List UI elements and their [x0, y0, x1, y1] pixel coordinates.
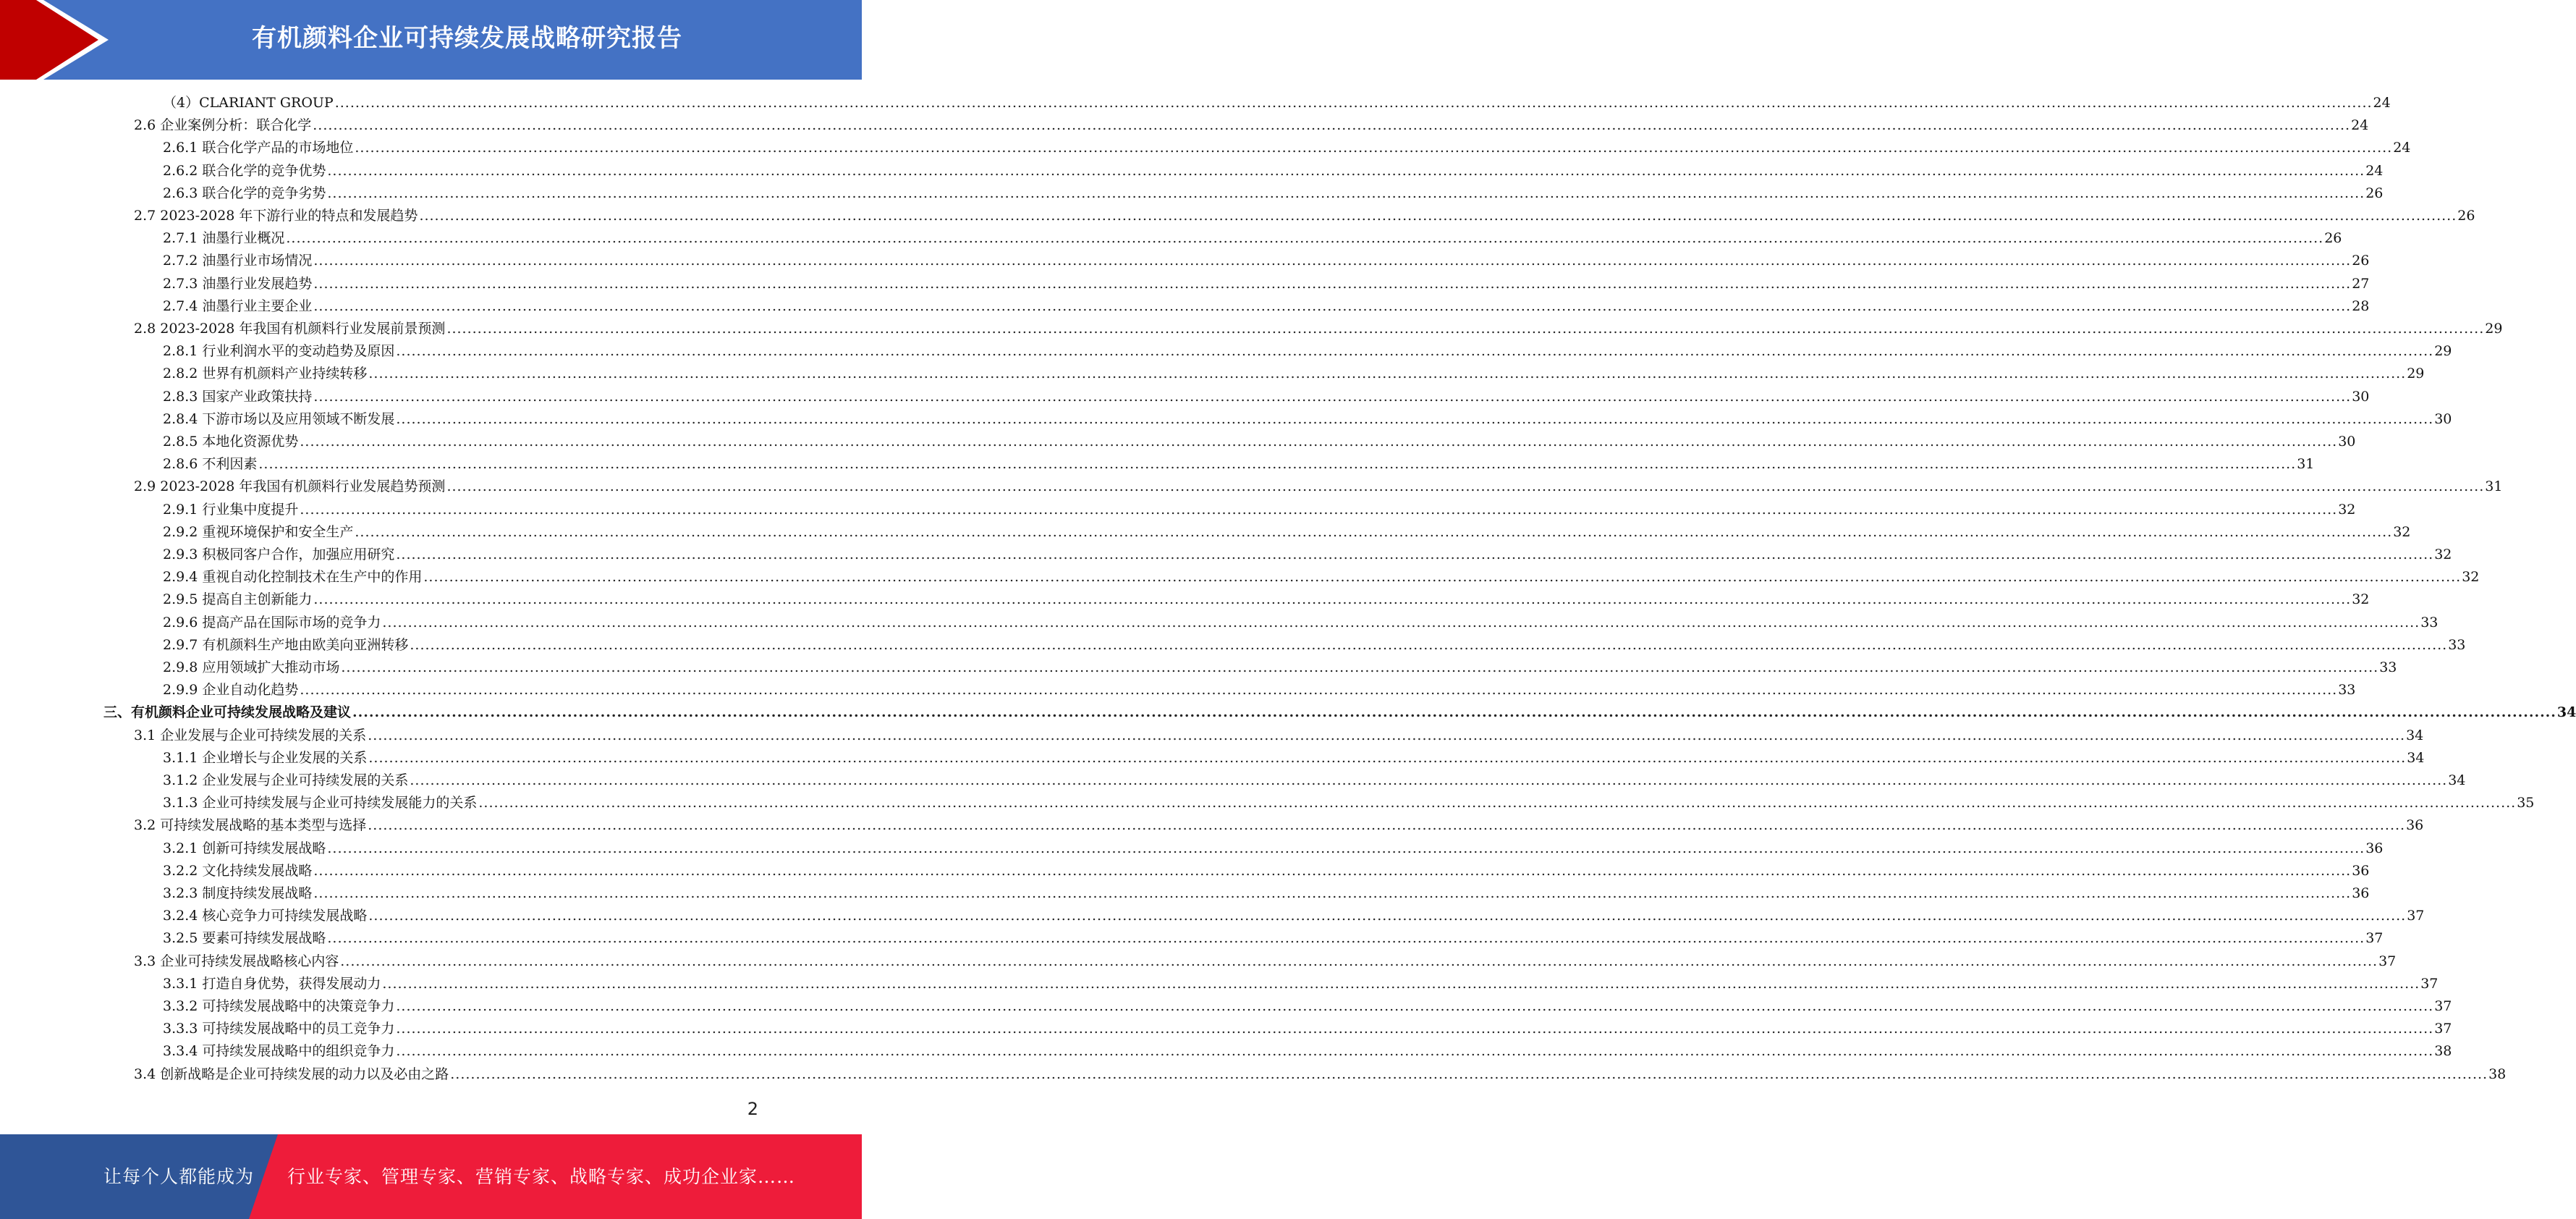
toc-entry[interactable] [163, 882, 2370, 905]
toc-entry-label: 2.8.2 世界有机颜料产业持续转移 [163, 366, 368, 382]
toc-entry-label: 2.6.2 联合化学的竞争优势 [163, 162, 326, 179]
page-number: 2 [747, 1099, 758, 1119]
toc-entry[interactable] [163, 747, 2425, 769]
toc-dot-leader: ................................................................................................................................................................................................................................................................................................................................................................................................................ [368, 908, 2407, 924]
toc-entry[interactable] [163, 544, 2452, 566]
toc-entry[interactable] [163, 838, 2384, 860]
toc-entry-page: 32 [2338, 501, 2356, 518]
toc-entry-label: 3.2.2 文化持续发展战略 [163, 862, 313, 879]
footer-slogan-right: 行业专家、管理专家、营销专家、战略专家、成功企业家…… [287, 1166, 796, 1187]
toc-entry[interactable] [163, 589, 2370, 611]
toc-entry-page: 26 [2457, 208, 2475, 224]
toc-entry[interactable] [163, 453, 2315, 476]
toc-entry-label: 3.3.3 可持续发展战略中的员工竞争力 [163, 1021, 395, 1037]
toc-entry-label: 2.7.1 油墨行业概况 [163, 230, 285, 247]
toc-entry-label: 3.2.4 核心竞争力可持续发展战略 [163, 908, 368, 924]
toc-entry[interactable] [134, 114, 2369, 137]
toc-entry[interactable] [163, 386, 2370, 408]
toc-dot-leader: ................................................................................................................................................................................................................................................................................................................................................................................................................ [334, 95, 2373, 111]
toc-entry-page: 30 [2434, 410, 2452, 427]
toc-entry-label: 2.8.1 行业利润水平的变动趋势及原因 [163, 343, 395, 360]
toc-entry-label: 2.7.4 油墨行业主要企业 [163, 298, 313, 314]
toc-entry-page: 32 [2352, 591, 2370, 608]
toc-entry-label: 2.9.3 积极同客户合作，加强应用研究 [163, 547, 395, 562]
report-title: 有机颜料企业可持续发展战略研究报告 [252, 24, 682, 53]
toc-entry[interactable] [134, 318, 2503, 340]
toc-entry[interactable] [134, 1063, 2507, 1086]
toc-entry-label: 2.6.1 联合化学产品的市场地位 [163, 140, 354, 156]
toc-dot-leader: ................................................................................................................................................................................................................................................................................................................................................................................................................ [368, 749, 2407, 766]
toc-entry[interactable] [163, 340, 2452, 363]
toc-entry-page: 32 [2393, 523, 2411, 540]
toc-dot-leader: ................................................................................................................................................................................................................................................................................................................................................................................................................ [396, 410, 2434, 427]
toc-entry[interactable] [163, 657, 2397, 679]
toc-entry-page: 37 [2378, 953, 2397, 969]
toc-entry-page: 31 [2297, 456, 2315, 473]
toc-entry-label: 2.7.3 油墨行业发展趋势 [163, 275, 313, 292]
toc-dot-leader: ................................................................................................................................................................................................................................................................................................................................................................................................................ [327, 930, 2365, 947]
toc-entry[interactable] [163, 137, 2411, 159]
toc-dot-leader: ................................................................................................................................................................................................................................................................................................................................................................................................................ [286, 230, 2324, 247]
toc-entry[interactable] [163, 995, 2452, 1018]
toc-entry[interactable] [134, 476, 2503, 498]
toc-entry[interactable] [163, 1040, 2452, 1063]
toc-dot-leader: ................................................................................................................................................................................................................................................................................................................................................................................................................ [368, 366, 2407, 382]
toc-entry-page: 32 [2462, 569, 2480, 586]
toc-entry-page: 36 [2365, 840, 2384, 856]
toc-entry[interactable] [163, 634, 2466, 657]
toc-dot-leader: ................................................................................................................................................................................................................................................................................................................................................................................................................ [352, 704, 2556, 721]
toc-dot-leader: ................................................................................................................................................................................................................................................................................................................................................................................................................ [313, 885, 2352, 901]
toc-entry-label: （4）CLARIANT GROUP [163, 95, 334, 111]
toc-entry[interactable] [134, 814, 2424, 837]
toc-entry-page: 33 [2448, 636, 2466, 653]
toc-entry-label: 2.6.3 联合化学的竞争劣势 [163, 185, 326, 201]
toc-dot-leader: ................................................................................................................................................................................................................................................................................................................................................................................................................ [423, 569, 2462, 586]
toc-entry-label: 2.9.6 提高产品在国际市场的竞争力 [163, 614, 381, 630]
toc-entry-page: 29 [2485, 321, 2503, 337]
toc-entry-label: 2.8.5 本地化资源优势 [163, 434, 299, 450]
toc-dot-leader: ................................................................................................................................................................................................................................................................................................................................................................................................................ [327, 162, 2365, 179]
footer-slogan-left: 让每个人都能成为 [103, 1166, 255, 1187]
toc-entry-page: 27 [2352, 275, 2370, 292]
toc-entry-page: 29 [2434, 343, 2452, 360]
toc-entry-label: 3.2.1 创新可持续发展战略 [163, 840, 326, 856]
toc-entry-page: 30 [2352, 388, 2370, 405]
toc-entry-label: 3.3 企业可持续发展战略核心内容 [134, 953, 339, 969]
toc-entry-page: 31 [2485, 478, 2503, 495]
toc-entry-label: 2.9 2023-2028 年我国有机颜料行业发展趋势预测 [134, 478, 446, 495]
toc-entry-page: 26 [2365, 185, 2384, 201]
toc-dot-leader: ................................................................................................................................................................................................................................................................................................................................................................................................................ [450, 1066, 2488, 1082]
toc-entry-label: 2.8 2023-2028 年我国有机颜料行业发展前景预测 [134, 321, 446, 337]
toc-dot-leader: ................................................................................................................................................................................................................................................................................................................................................................................................................ [410, 636, 2448, 653]
toc-entry-label: 3.2.5 要素可持续发展战略 [163, 930, 326, 947]
toc-dot-leader: ................................................................................................................................................................................................................................................................................................................................................................................................................ [313, 388, 2352, 405]
toc-dot-leader: ................................................................................................................................................................................................................................................................................................................................................................................................................ [313, 275, 2352, 292]
toc-entry-label: 2.8.4 下游市场以及应用领域不断发展 [163, 410, 395, 427]
toc-entry-page: 34 [2556, 704, 2576, 721]
toc-dot-leader: ................................................................................................................................................................................................................................................................................................................................................................................................................ [313, 591, 2352, 608]
toc-entry[interactable] [163, 273, 2370, 295]
toc-entry-page: 37 [2434, 998, 2452, 1014]
toc-dot-leader: ................................................................................................................................................................................................................................................................................................................................................................................................................ [300, 434, 2338, 450]
toc-entry-label: 2.9.1 行业集中度提升 [163, 501, 299, 518]
toc-dot-leader: ................................................................................................................................................................................................................................................................................................................................................................................................................ [419, 208, 2457, 224]
toc-entry-page: 24 [2393, 140, 2411, 156]
toc-entry[interactable] [163, 431, 2356, 453]
toc-entry-page: 37 [2420, 975, 2439, 992]
toc-dot-leader: ................................................................................................................................................................................................................................................................................................................................................................................................................ [327, 185, 2365, 201]
toc-entry-label: 3.3.1 打造自身优势，获得发展动力 [163, 975, 381, 992]
page-header [0, 0, 862, 80]
toc-entry-page: 32 [2434, 547, 2452, 562]
toc-entry-page: 38 [2434, 1043, 2452, 1060]
toc-entry[interactable] [163, 521, 2411, 544]
toc-entry-label: 3.2 可持续发展战略的基本类型与选择 [134, 817, 367, 834]
toc-entry-label: 2.9.8 应用领域扩大推动市场 [163, 659, 340, 675]
toc-entry-label: 2.9.7 有机颜料生产地由欧美向亚洲转移 [163, 636, 409, 653]
page-footer [0, 1134, 862, 1219]
toc-entry-page: 24 [2351, 117, 2369, 134]
toc-dot-leader: ................................................................................................................................................................................................................................................................................................................................................................................................................ [340, 953, 2378, 969]
toc-entry-page: 36 [2406, 817, 2424, 834]
toc-entry-label: 2.9.2 重视环境保护和安全生产 [163, 523, 354, 540]
toc-entry-page: 33 [2379, 659, 2397, 675]
toc-entry[interactable] [163, 860, 2370, 882]
toc-entry-label: 2.7 2023-2028 年下游行业的特点和发展趋势 [134, 208, 418, 224]
toc-dot-leader: ................................................................................................................................................................................................................................................................................................................................................................................................................ [313, 253, 2352, 269]
toc-dot-leader: ................................................................................................................................................................................................................................................................................................................................................................................................................ [313, 862, 2352, 879]
toc-entry-page: 34 [2406, 727, 2424, 743]
toc-entry-page: 29 [2407, 366, 2425, 382]
toc-entry[interactable] [163, 905, 2425, 927]
toc-entry-page: 36 [2352, 885, 2370, 901]
red-chevron-decoration [0, 0, 109, 80]
toc-dot-leader: ................................................................................................................................................................................................................................................................................................................................................................................................................ [368, 727, 2406, 743]
toc-entry-page: 33 [2420, 614, 2439, 630]
toc-dot-leader: ................................................................................................................................................................................................................................................................................................................................................................................................................ [300, 501, 2338, 518]
toc-entry-page: 37 [2365, 930, 2384, 947]
toc-entry[interactable] [163, 295, 2370, 318]
toc-entry-label: 2.6 企业案例分析：联合化学 [134, 117, 312, 134]
toc-dot-leader: ................................................................................................................................................................................................................................................................................................................................................................................................................ [396, 998, 2434, 1014]
toc-entry[interactable] [163, 612, 2439, 634]
toc-entry[interactable] [163, 499, 2356, 521]
toc-entry-page: 26 [2324, 230, 2342, 247]
toc-entry[interactable] [103, 701, 2576, 724]
toc-entry-label: 3.1.3 企业可持续发展与企业可持续发展能力的关系 [163, 795, 478, 811]
toc-entry-label: 3.1.1 企业增长与企业发展的关系 [163, 749, 368, 766]
toc-entry[interactable] [134, 950, 2397, 973]
toc-entry-label: 2.8.3 国家产业政策扶持 [163, 388, 313, 405]
toc-entry[interactable] [163, 227, 2342, 250]
toc-entry-label: 三、有机颜料企业可持续发展战略及建议 [103, 704, 352, 721]
toc-entry[interactable] [163, 1018, 2452, 1040]
toc-dot-leader: ................................................................................................................................................................................................................................................................................................................................................................................................................ [396, 343, 2434, 360]
toc-dot-leader: ................................................................................................................................................................................................................................................................................................................................................................................................................ [368, 817, 2406, 834]
toc-dot-leader: ................................................................................................................................................................................................................................................................................................................................................................................................................ [396, 1021, 2434, 1037]
toc-entry[interactable] [163, 927, 2384, 950]
toc-dot-leader: ................................................................................................................................................................................................................................................................................................................................................................................................................ [258, 456, 2297, 473]
toc-dot-leader: ................................................................................................................................................................................................................................................................................................................................................................................................................ [410, 772, 2448, 788]
toc-dot-leader: ................................................................................................................................................................................................................................................................................................................................................................................................................ [446, 321, 2485, 337]
toc-dot-leader: ................................................................................................................................................................................................................................................................................................................................................................................................................ [382, 975, 2420, 992]
toc-dot-leader: ................................................................................................................................................................................................................................................................................................................................................................................................................ [313, 298, 2352, 314]
toc-dot-leader: ................................................................................................................................................................................................................................................................................................................................................................................................................ [355, 523, 2393, 540]
toc-entry-page: 28 [2352, 298, 2370, 314]
toc-entry-page: 33 [2338, 682, 2356, 699]
toc-entry-label: 2.9.9 企业自动化趋势 [163, 682, 299, 699]
toc-entry[interactable] [134, 205, 2475, 227]
toc-entry[interactable] [163, 679, 2356, 701]
toc-dot-leader: ................................................................................................................................................................................................................................................................................................................................................................................................................ [300, 682, 2338, 699]
toc-entry[interactable] [163, 769, 2466, 792]
toc-entry-label: 2.7.2 油墨行业市场情况 [163, 253, 313, 269]
toc-entry-label: 3.4 创新战略是企业可持续发展的动力以及必由之路 [134, 1066, 449, 1082]
toc-entry-page: 37 [2407, 908, 2425, 924]
toc-dot-leader: ................................................................................................................................................................................................................................................................................................................................................................................................................ [341, 659, 2379, 675]
toc-dot-leader: ................................................................................................................................................................................................................................................................................................................................................................................................................ [446, 478, 2485, 495]
toc-dot-leader: ................................................................................................................................................................................................................................................................................................................................................................................................................ [396, 1043, 2434, 1060]
toc-dot-leader: ................................................................................................................................................................................................................................................................................................................................................................................................................ [313, 117, 2351, 134]
toc-entry-label: 3.3.4 可持续发展战略中的组织竞争力 [163, 1043, 395, 1060]
toc-entry[interactable] [163, 250, 2370, 272]
toc-entry-page: 34 [2448, 772, 2466, 788]
toc-entry[interactable] [163, 160, 2384, 182]
toc-entry[interactable] [134, 725, 2424, 747]
toc-entry-label: 2.9.4 重视自动化控制技术在生产中的作用 [163, 569, 423, 586]
toc-entry-label: 3.1 企业发展与企业可持续发展的关系 [134, 727, 367, 743]
toc-dot-leader: ................................................................................................................................................................................................................................................................................................................................................................................................................ [396, 547, 2434, 562]
toc-entry-label: 3.1.2 企业发展与企业可持续发展的关系 [163, 772, 409, 788]
toc-dot-leader: ................................................................................................................................................................................................................................................................................................................................................................................................................ [382, 614, 2420, 630]
toc-entry[interactable] [163, 792, 2535, 814]
toc-entry[interactable] [163, 363, 2425, 385]
toc-dot-leader: ................................................................................................................................................................................................................................................................................................................................................................................................................ [327, 840, 2365, 856]
toc-entry-page: 34 [2407, 749, 2425, 766]
toc-entry-page: 36 [2352, 862, 2370, 879]
toc-entry-page: 26 [2352, 253, 2370, 269]
toc-entry-label: 2.8.6 不利因素 [163, 456, 258, 473]
toc-entry-label: 2.9.5 提高自主创新能力 [163, 591, 313, 608]
toc-dot-leader: ................................................................................................................................................................................................................................................................................................................................................................................................................ [355, 140, 2393, 156]
toc-entry[interactable] [163, 92, 2391, 114]
toc-entry[interactable] [163, 182, 2384, 205]
toc-dot-leader: ................................................................................................................................................................................................................................................................................................................................................................................................................ [478, 795, 2517, 811]
toc-entry[interactable] [163, 408, 2452, 431]
toc-entry-page: 35 [2517, 795, 2535, 811]
toc-entry-label: 3.3.2 可持续发展战略中的决策竞争力 [163, 998, 395, 1014]
toc-entry-page: 30 [2338, 434, 2356, 450]
toc-entry-label: 3.2.3 制度持续发展战略 [163, 885, 313, 901]
toc-entry-page: 24 [2373, 95, 2391, 111]
toc-entry-page: 37 [2434, 1021, 2452, 1037]
toc-entry[interactable] [163, 973, 2439, 995]
toc-entry[interactable] [163, 566, 2480, 589]
toc-entry-page: 24 [2365, 162, 2384, 179]
toc-entry-page: 38 [2488, 1066, 2507, 1082]
